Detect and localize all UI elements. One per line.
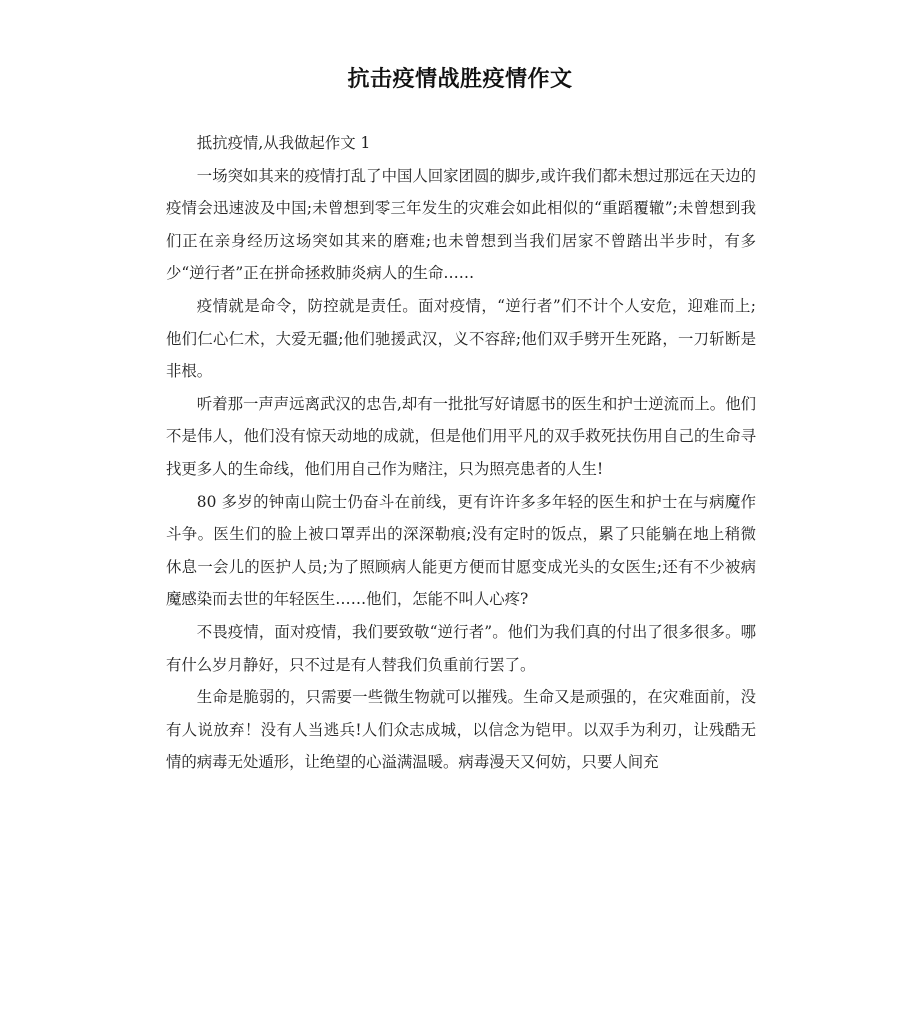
paragraph: 一场突如其来的疫情打乱了中国人回家团圆的脚步,或许我们都未想过那远在天边的疫情会迅速波及中国;未曾想到零三年发生的灾难会如此相似的“重蹈覆辙”;未曾想到我们正在亲身经历这场突如其来的磨难;也未曾想到当我们居家不曾踏出半步时，有多少“逆行者”正在拼命拯救肺炎病人的生命…… bbox=[166, 166, 756, 283]
paragraph: 80 多岁的钟南山院士仍奋斗在前线，更有许许多多年轻的医生和护士在与病魔作斗争。医生们的脸上被口罩弄出的深深勒痕;没有定时的饭点，累了只能躺在地上稍微休息一会儿的医护人员;为了照顾病人能更方便而甘愿变成光头的女医生;还有不少被病魔感染而去世的年轻医生……他们，怎能不叫人心疼? bbox=[166, 492, 756, 609]
paragraph: 生命是脆弱的，只需要一些微生物就可以摧残。生命又是顽强的，在灾难面前，没有人说放弃！没有人当逃兵!人们众志成城，以信念为铠甲。以双手为利刃，让残酷无情的病毒无处遁形，让绝望的心溢满温暖。病毒漫天又何妨，只要人间充 bbox=[166, 688, 756, 772]
essay-subheading: 抵抗疫情,从我做起作文 1 bbox=[196, 134, 371, 152]
paragraph: 疫情就是命令，防控就是责任。面对疫情，“逆行者”们不计个人安危，迎难而上;他们仁心仁术，大爱无疆;他们驰援武汉，义不容辞;他们双手劈开生死路，一刀斩断是非根。 bbox=[166, 296, 756, 381]
document-body bbox=[166, 127, 756, 779]
paragraph: 不畏疫情，面对疫情，我们要致敬“逆行者”。他们为我们真的付出了很多很多。哪有什么岁月静好，只不过是有人替我们负重前行罢了。 bbox=[166, 622, 756, 674]
paragraph: 听着那一声声远离武汉的忠告,却有一批批写好请愿书的医生和护士逆流而上。他们不是伟人，他们没有惊天动地的成就，但是他们用平凡的双手救死扶伤用自己的生命寻找更多人的生命线，他们用自己作为赌注，只为照亮患者的人生! bbox=[166, 394, 756, 478]
document-title: 抗击疫情战胜疫情作文 bbox=[347, 67, 573, 92]
